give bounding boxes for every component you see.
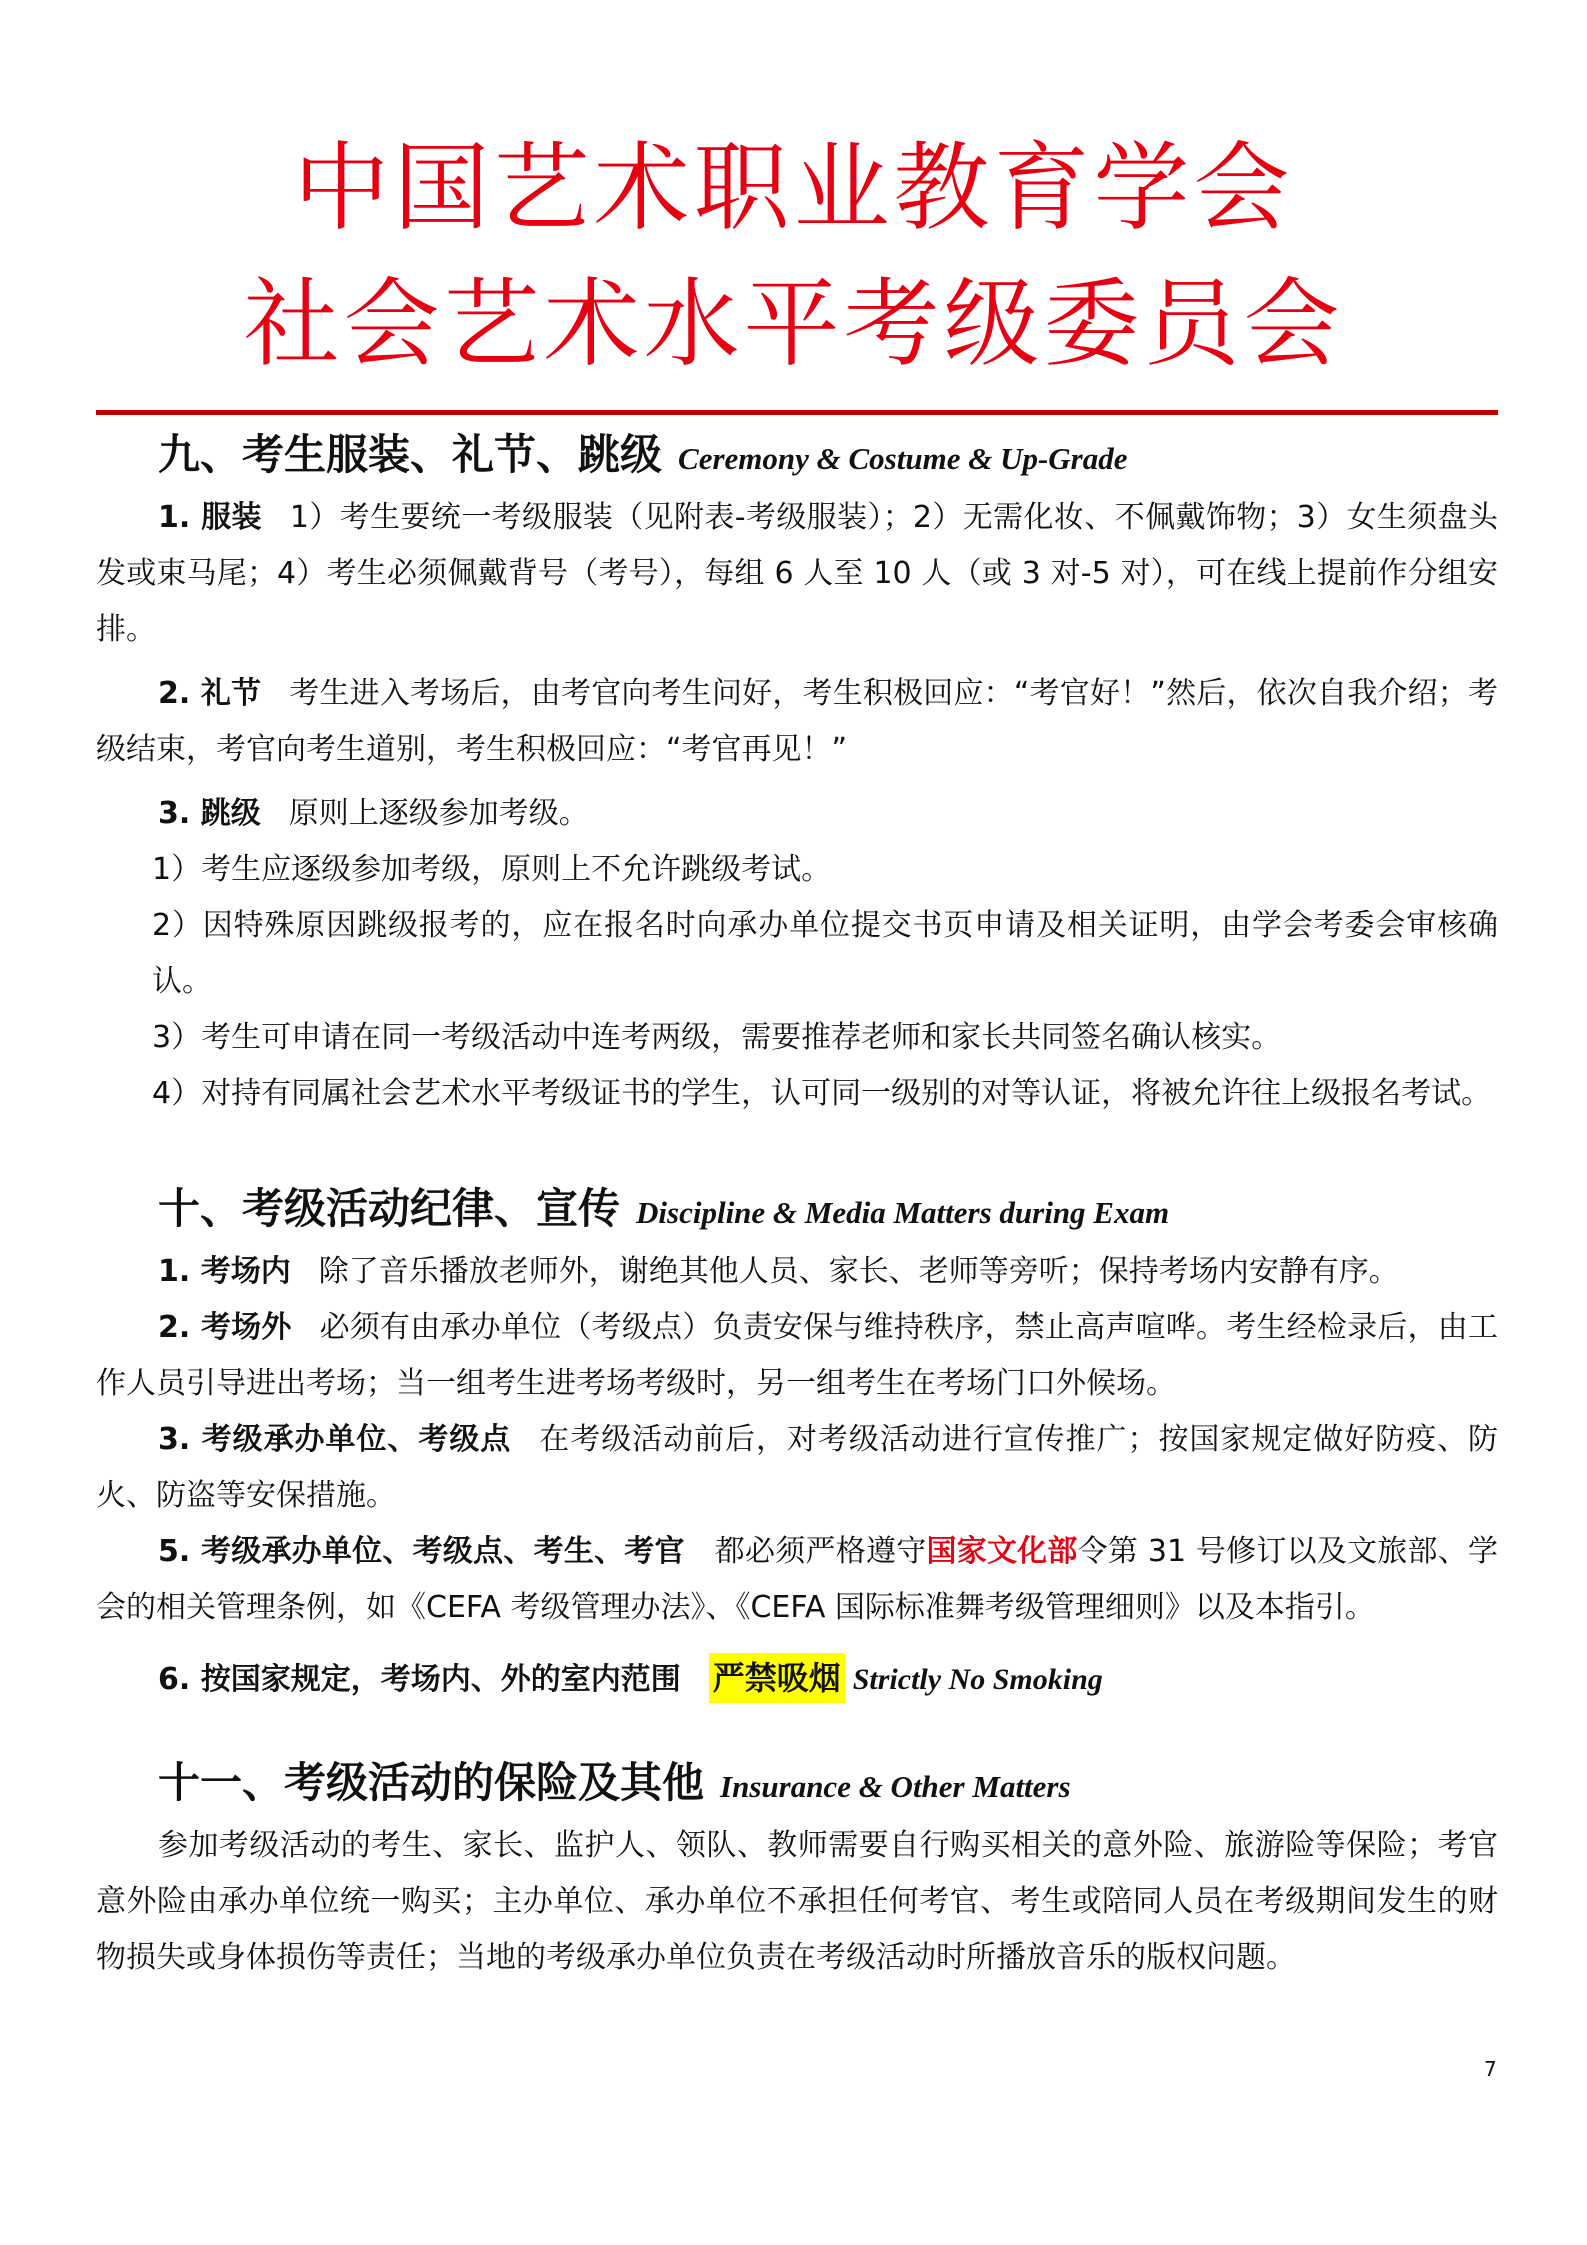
- compliance-paragraph: [96, 1524, 1498, 1636]
- section-9-title-en: Ceremony & Costume & Up-Grade: [678, 441, 1128, 476]
- item-number: 1.: [158, 500, 202, 535]
- upgrade-item-2: 2）因特殊原因跳级报考的，应在报名时向承办单位提交书页申请及相关证明，由学会考委会审核确认。: [152, 908, 1498, 999]
- upgrade-item-4: 4）对持有同属社会艺术水平考级证书的学生，认可同一级别的对等认证，将被允许往上级报名考试。: [152, 1076, 1492, 1111]
- compliance-label: 考级承办单位、考级点、考生、考官: [200, 1534, 685, 1569]
- no-smoking-label: 按国家规定，考场内、外的室内范围: [200, 1662, 681, 1697]
- page-number: 7: [1484, 2057, 1497, 2081]
- document-body: [96, 420, 1498, 1986]
- upgrade-text: 原则上逐级参加考级。: [288, 796, 589, 831]
- organizer-label: 考级承办单位、考级点: [201, 1422, 512, 1457]
- section-10-title: [96, 1174, 1498, 1244]
- compliance-text-after: 令第 31 号修订以及文旅部、学会的相关管理条例，如《CEFA 考级管理办法》、《CEFA 国际标准舞考级管理细则》以及本指引。: [96, 1534, 1499, 1625]
- organization-name-line1: 中国艺术职业教育学会: [293, 132, 1294, 244]
- item-number: 6.: [158, 1662, 201, 1697]
- insurance-paragraph: 参加考级活动的考生、家长、监护人、领队、教师需要自行购买相关的意外险、旅游险等保险；考官意外险由承办单位统一购买；主办单位、承办单位不承担任何考官、考生或陪同人员在考级期间发生的财物损失或身体损伤等责任；当地的考级承办单位负责在考级活动时所播放音乐的版权问题。: [96, 1828, 1498, 1975]
- organizer-text: 在考级活动前后，对考级活动进行宣传推广；按国家规定做好防疫、防火、防盗等安保措施。: [96, 1422, 1499, 1513]
- section-11-title: [96, 1748, 1498, 1818]
- section-9-title-cn: 九、考生服装、礼节、跳级: [158, 430, 663, 479]
- etiquette-text: 考生进入考场后，由考官向考生问好，考生积极回应：“考官好！”然后，依次自我介绍；考级结束，考官向考生道别，考生积极回应：“考官再见！”: [96, 676, 1498, 767]
- exam-room-outside-text: 必须有由承办单位（考级点）负责安保与维持秩序，禁止高声喧哗。考生经检录后，由工作人员引导进出考场；当一组考生进考场考级时，另一组考生在考场门口外候场。: [96, 1310, 1499, 1401]
- no-smoking-en: Strictly No Smoking: [852, 1663, 1103, 1696]
- organizer-paragraph: [96, 1412, 1498, 1524]
- item-number: 1.: [158, 1254, 201, 1289]
- costume-label: 服装: [201, 500, 262, 535]
- section-9-title: [96, 420, 1498, 490]
- etiquette-label: 礼节: [200, 676, 262, 711]
- section-gap: [96, 1122, 1498, 1174]
- item-number: 3.: [158, 796, 201, 831]
- exam-room-outside-label: 考场外: [200, 1310, 292, 1345]
- section-10-title-cn: 十、考级活动纪律、宣传: [158, 1184, 621, 1233]
- header-divider: [96, 410, 1498, 415]
- upgrade-item-1: 1）考生应逐级参加考级，原则上不允许跳级考试。: [152, 852, 832, 887]
- etiquette-paragraph: [96, 666, 1498, 778]
- no-smoking-highlight: 严禁吸烟: [709, 1653, 845, 1703]
- upgrade-label: 跳级: [200, 796, 261, 831]
- organization-name-line2: 社会艺术水平考级委员会: [243, 268, 1344, 380]
- costume-paragraph: [96, 490, 1498, 658]
- letterhead: [0, 120, 1587, 392]
- section-11-title-cn: 十一、考级活动的保险及其他: [158, 1758, 705, 1807]
- exam-room-outside-paragraph: [96, 1300, 1498, 1412]
- compliance-text-before: 都必须严格遵守: [714, 1534, 927, 1569]
- exam-room-inside-label: 考场内: [200, 1254, 291, 1289]
- section-10-title-en: Discipline & Media Matters during Exam: [636, 1195, 1170, 1230]
- item-number: 5.: [158, 1534, 201, 1569]
- item-number: 2.: [158, 676, 201, 711]
- section-gap: [96, 1708, 1498, 1748]
- upgrade-item-3: 3）考生可申请在同一考级活动中连考两级，需要推荐老师和家长共同签名确认核实。: [152, 1020, 1282, 1055]
- exam-room-inside-text: 除了音乐播放老师外，谢绝其他人员、家长、老师等旁听；保持考场内安静有序。: [318, 1254, 1399, 1289]
- no-smoking-paragraph: [96, 1650, 1498, 1708]
- exam-room-inside-paragraph: [96, 1244, 1498, 1300]
- upgrade-paragraph: [96, 786, 1498, 842]
- item-number: 3.: [158, 1422, 202, 1457]
- ministry-highlight: 国家文化部: [926, 1534, 1078, 1569]
- item-number: 2.: [158, 1310, 201, 1345]
- section-11-title-en: Insurance & Other Matters: [720, 1769, 1071, 1804]
- costume-text: 1）考生要统一考级服装（见附表-考级服装）；2）无需化妆、不佩戴饰物；3）女生须盘头发或束马尾；4）考生必须佩戴背号（考号），每组 6 人至 10 人（或 3 对-5 对），可在线上提前作分组安排。: [96, 500, 1499, 647]
